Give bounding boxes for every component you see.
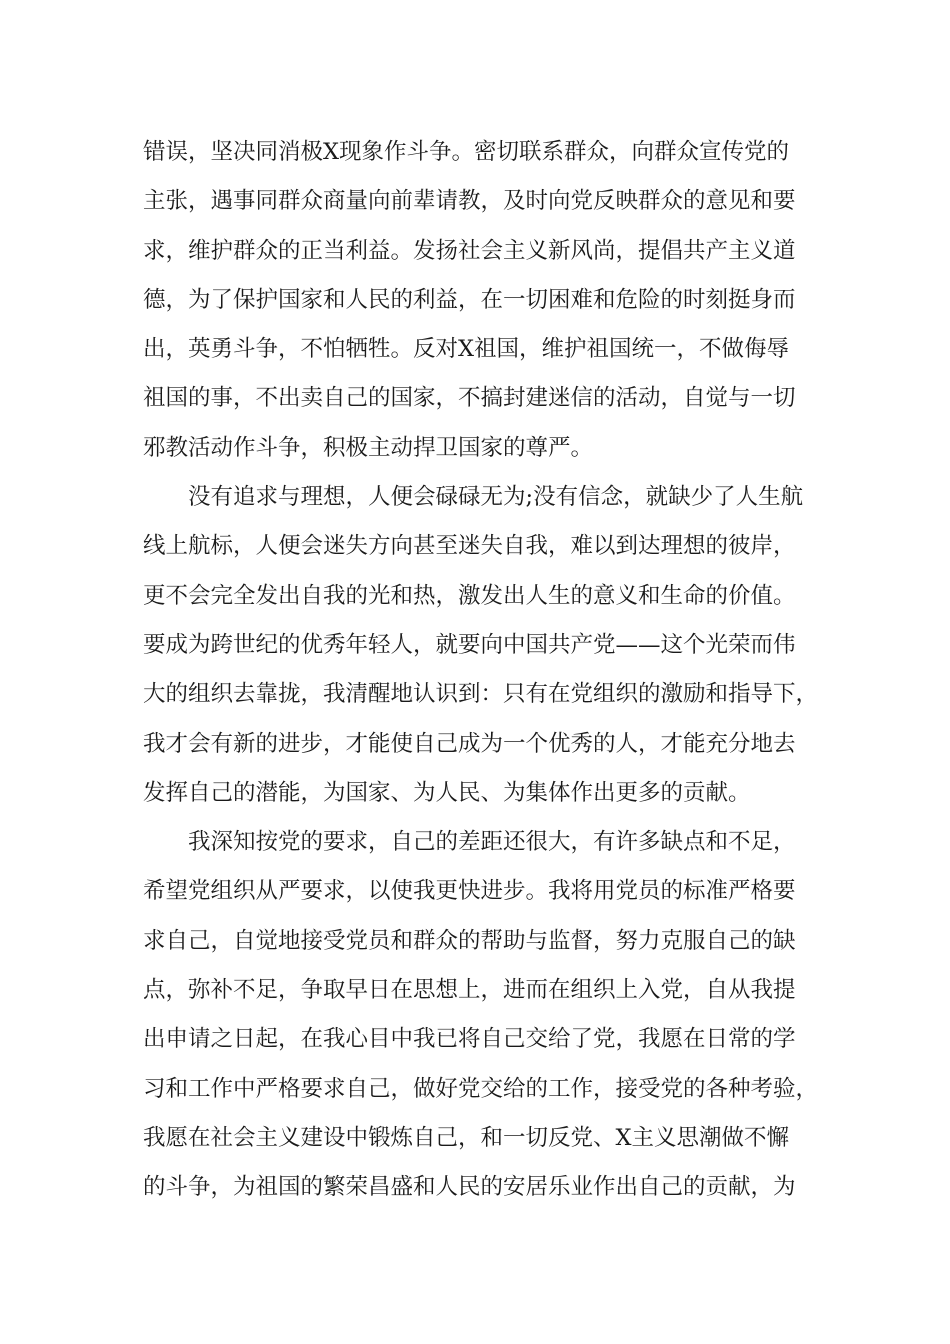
text-line: 的斗争，为祖国的繁荣昌盛和人民的安居乐业作出自己的贡献，为 — [143, 1174, 796, 1201]
text-line: 习和工作中严格要求自己，做好党交给的工作，接受党的各种考验， — [143, 1075, 819, 1102]
text-line: 出申请之日起，在我心目中我已将自己交给了党，我愿在日常的学 — [143, 1026, 796, 1053]
text-line: 我才会有新的进步，才能使自己成为一个优秀的人，才能充分地去 — [143, 730, 796, 757]
paragraph — [143, 818, 833, 1212]
text-line: 要成为跨世纪的优秀年轻人，就要向中国共产党——这个光荣而伟 — [143, 631, 796, 658]
text-line: 点，弥补不足，争取早日在思想上，进而在组织上入党，自从我提 — [143, 977, 796, 1004]
text-line: 没有追求与理想，人便会碌碌无为;没有信念，就缺少了人生航 — [188, 484, 804, 511]
text-line: 求自己，自觉地接受党员和群众的帮助与监督，努力克服自己的缺 — [143, 927, 796, 954]
text-line: 希望党组织从严要求，以使我更快进步。我将用党员的标准严格要 — [143, 878, 796, 905]
text-line: 线上航标，人便会迷失方向甚至迷失自我，难以到达理想的彼岸， — [143, 533, 796, 560]
text-line: 错误，坚决同消极X现象作斗争。密切联系群众，向群众宣传党的 — [143, 139, 790, 165]
text-line: 主张，遇事同群众商量向前辈请教，及时向党反映群众的意见和要 — [143, 188, 796, 215]
text-line: 祖国的事，不出卖自己的国家，不搞封建迷信的活动，自觉与一切 — [143, 385, 796, 412]
text-line: 更不会完全发出自我的光和热，激发出人生的意义和生命的价值。 — [143, 582, 796, 609]
text-line: 出，英勇斗争，不怕牺牲。反对X祖国，维护祖国统一，不做侮辱 — [143, 336, 790, 363]
text-line: 发挥自己的潜能，为国家、为人民、为集体作出更多的贡献。 — [143, 779, 751, 806]
text-line: 邪教活动作斗争，积极主动捍卫国家的尊严。 — [143, 434, 594, 461]
text-line: 求，维护群众的正当利益。发扬社会主义新风尚，提倡共产主义道 — [143, 237, 796, 264]
text-line: 德，为了保护国家和人民的利益，在一切困难和危险的时刻挺身而 — [143, 286, 796, 313]
text-line: 我深知按党的要求，自己的差距还很大，有许多缺点和不足， — [188, 829, 796, 856]
text-line: 我愿在社会主义建设中锻炼自己，和一切反党、X主义思潮做不懈 — [143, 1124, 790, 1151]
paragraph — [143, 128, 833, 473]
document-body — [143, 128, 833, 1213]
text-line: 大的组织去靠拢，我清醒地认识到：只有在党组织的激励和指导下， — [143, 681, 819, 708]
paragraph — [143, 473, 833, 818]
